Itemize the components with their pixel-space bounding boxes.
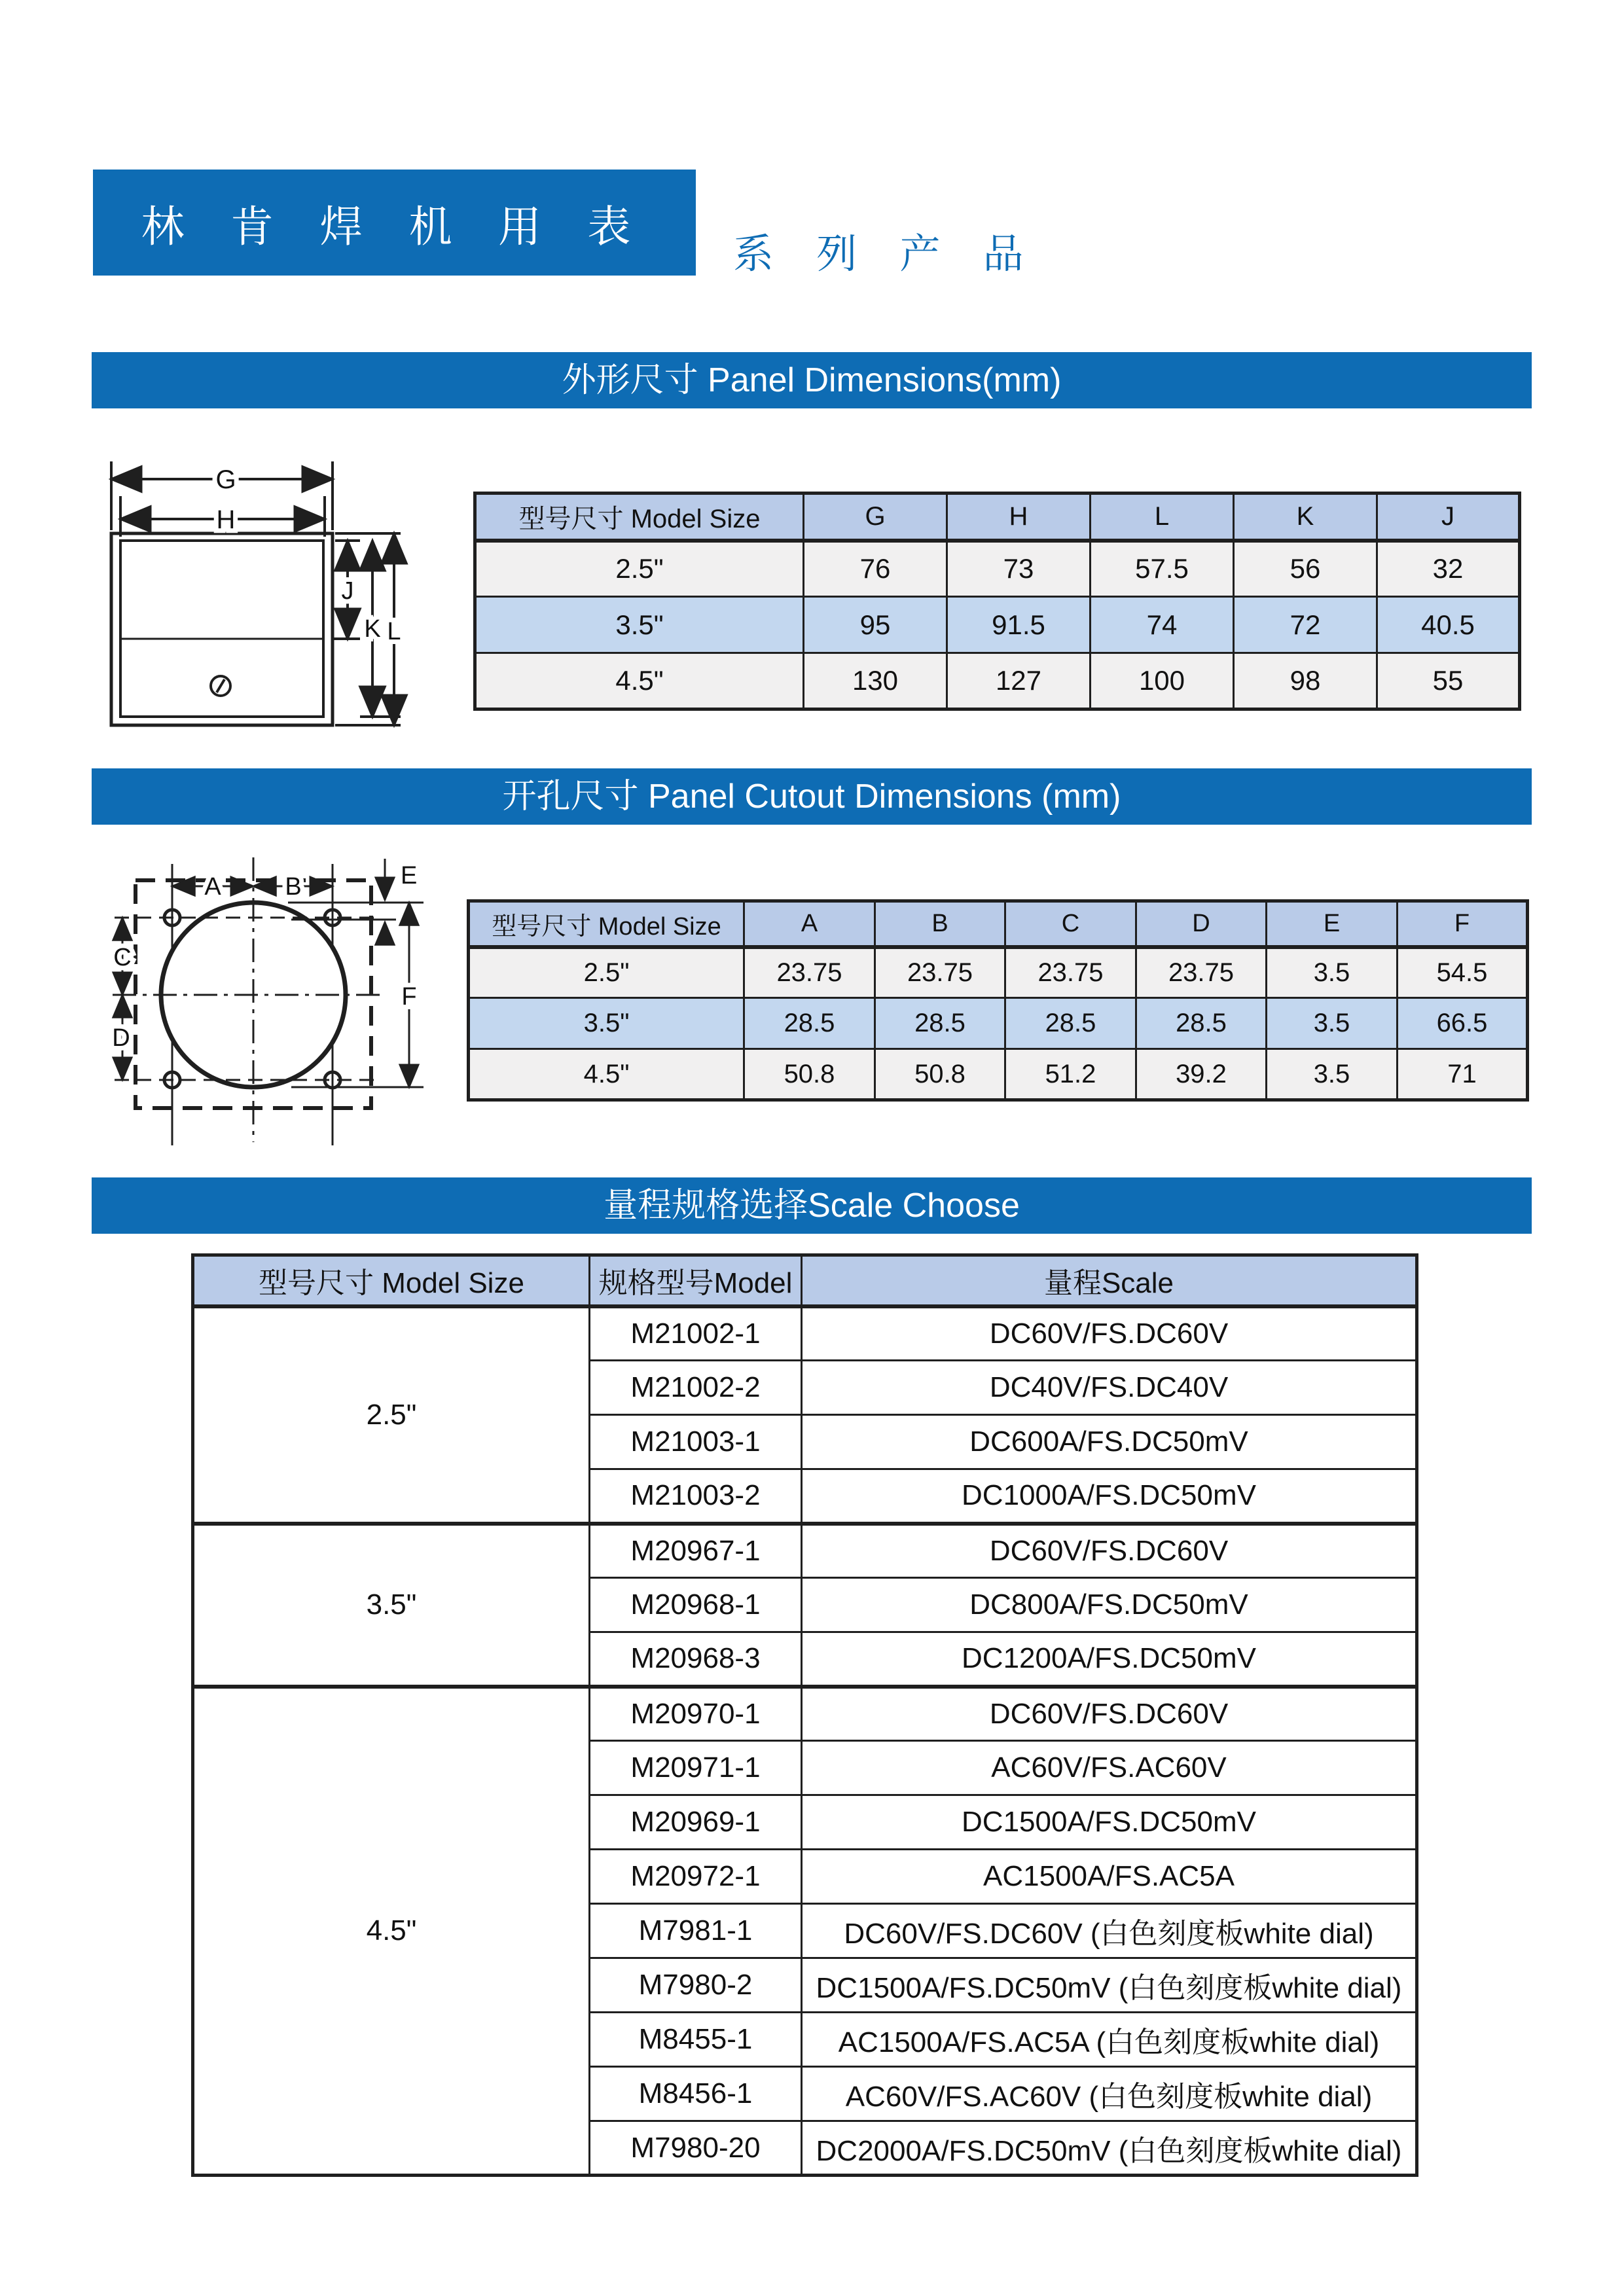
table-header-row <box>469 901 1528 947</box>
value-cell: 23.75 <box>1136 947 1267 998</box>
banner-panel-dimensions-text: 外形尺寸 Panel Dimensions(mm) <box>562 361 1062 399</box>
scale-range-cell: DC1000A/FS.DC50mV <box>802 1469 1417 1524</box>
model-size-cell: 2.5" <box>193 1306 590 1524</box>
model-size-cell: 2.5" <box>475 541 804 597</box>
scale-range-cell: AC1500A/FS.AC5A <box>802 1850 1417 1904</box>
table-row <box>475 653 1520 709</box>
scale-range-cell: AC60V/FS.AC60V <box>802 1741 1417 1795</box>
model-number-cell: M7980-20 <box>590 2121 802 2176</box>
table-header-row <box>193 1255 1417 1306</box>
value-cell: 55 <box>1377 653 1520 709</box>
value-cell: 72 <box>1234 597 1377 653</box>
value-cell: 50.8 <box>875 1049 1005 1100</box>
dim-label-C: C <box>113 944 132 971</box>
scale-range-cell: AC1500A/FS.AC5A (白色刻度板white dial) <box>802 2013 1417 2067</box>
model-number-cell: M7981-1 <box>590 1904 802 1958</box>
scale-choose-table <box>191 1253 1418 2177</box>
dim-label-E: E <box>401 862 418 889</box>
value-cell: 57.5 <box>1091 541 1234 597</box>
column-header: E <box>1267 901 1398 947</box>
value-cell: 56 <box>1234 541 1377 597</box>
value-cell: 95 <box>804 597 947 653</box>
scale-range-cell: DC1200A/FS.DC50mV <box>802 1632 1417 1687</box>
scale-range-cell: DC40V/FS.DC40V <box>802 1361 1417 1415</box>
model-size-cell: 4.5" <box>469 1049 744 1100</box>
scale-range-cell: DC60V/FS.DC60V (白色刻度板white dial) <box>802 1904 1417 1958</box>
value-cell: 28.5 <box>1136 998 1267 1049</box>
table-row <box>469 1049 1528 1100</box>
model-size-cell: 2.5" <box>469 947 744 998</box>
model-number-cell: M21002-2 <box>590 1361 802 1415</box>
value-cell: 71 <box>1398 1049 1528 1100</box>
column-header: D <box>1136 901 1267 947</box>
panel-dimensions-table <box>473 492 1521 711</box>
column-header: F <box>1398 901 1528 947</box>
model-size-cell: 3.5" <box>469 998 744 1049</box>
column-header: G <box>804 493 947 541</box>
column-header: 规格型号Model <box>590 1255 802 1306</box>
cutout-dimensions-diagram <box>105 844 432 1152</box>
scale-range-cell: DC1500A/FS.DC50mV <box>802 1795 1417 1850</box>
column-header: A <box>744 901 875 947</box>
model-number-cell: M21003-2 <box>590 1469 802 1524</box>
model-number-cell: M8456-1 <box>590 2067 802 2121</box>
column-header: H <box>947 493 1091 541</box>
cutout-dimensions-table <box>467 899 1529 1102</box>
model-number-cell: M20967-1 <box>590 1524 802 1578</box>
value-cell: 3.5 <box>1267 1049 1398 1100</box>
value-cell: 74 <box>1091 597 1234 653</box>
table-row <box>469 947 1528 998</box>
value-cell: 73 <box>947 541 1091 597</box>
model-size-cell: 3.5" <box>475 597 804 653</box>
scale-range-cell: DC60V/FS.DC60V <box>802 1306 1417 1361</box>
value-cell: 50.8 <box>744 1049 875 1100</box>
dim-label-A: A <box>204 873 221 901</box>
table-row <box>193 1306 1417 1361</box>
value-cell: 28.5 <box>1005 998 1136 1049</box>
value-cell: 66.5 <box>1398 998 1528 1049</box>
column-header: K <box>1234 493 1377 541</box>
dim-label-B: B <box>285 873 302 901</box>
scale-range-cell: DC60V/FS.DC60V <box>802 1687 1417 1741</box>
model-number-cell: M20972-1 <box>590 1850 802 1904</box>
table-row <box>193 1687 1417 1741</box>
model-number-cell: M20968-1 <box>590 1578 802 1632</box>
model-number-cell: M7980-2 <box>590 1958 802 2013</box>
model-number-cell: M20970-1 <box>590 1687 802 1741</box>
value-cell: 51.2 <box>1005 1049 1136 1100</box>
column-header: C <box>1005 901 1136 947</box>
column-header: 型号尺寸 Model Size <box>193 1255 590 1306</box>
model-number-cell: M21003-1 <box>590 1415 802 1469</box>
table-row <box>469 998 1528 1049</box>
value-cell: 3.5 <box>1267 947 1398 998</box>
dim-label-G: G <box>215 465 236 494</box>
table-row <box>475 597 1520 653</box>
column-header: 型号尺寸 Model Size <box>469 901 744 947</box>
table-row <box>193 1524 1417 1578</box>
panel-dimensions-diagram <box>98 445 465 733</box>
value-cell: 40.5 <box>1377 597 1520 653</box>
series-label: 系 列 产 品 <box>733 232 1039 277</box>
banner-scale-choose-text: 量程规格选择Scale Choose <box>604 1187 1020 1225</box>
model-number-cell: M20971-1 <box>590 1741 802 1795</box>
dim-label-H: H <box>216 505 236 534</box>
banner-panel-dimensions <box>92 352 1532 408</box>
value-cell: 98 <box>1234 653 1377 709</box>
banner-cutout-dimensions-text: 开孔尺寸 Panel Cutout Dimensions (mm) <box>502 778 1121 816</box>
dim-label-J: J <box>341 577 354 605</box>
banner-cutout-dimensions <box>92 768 1532 825</box>
column-header: L <box>1091 493 1234 541</box>
table-header-row <box>475 493 1520 541</box>
value-cell: 3.5 <box>1267 998 1398 1049</box>
model-size-cell: 3.5" <box>193 1524 590 1687</box>
table-row <box>475 541 1520 597</box>
dim-label-L: L <box>387 618 401 645</box>
scale-range-cell: DC60V/FS.DC60V <box>802 1524 1417 1578</box>
scale-range-cell: DC800A/FS.DC50mV <box>802 1578 1417 1632</box>
dim-label-K: K <box>364 615 381 643</box>
column-header: 量程Scale <box>802 1255 1417 1306</box>
model-number-cell: M21002-1 <box>590 1306 802 1361</box>
value-cell: 76 <box>804 541 947 597</box>
value-cell: 91.5 <box>947 597 1091 653</box>
value-cell: 127 <box>947 653 1091 709</box>
value-cell: 23.75 <box>744 947 875 998</box>
value-cell: 28.5 <box>744 998 875 1049</box>
column-header: B <box>875 901 1005 947</box>
model-size-cell: 4.5" <box>193 1687 590 2176</box>
dim-label-D: D <box>112 1024 130 1052</box>
value-cell: 23.75 <box>875 947 1005 998</box>
value-cell: 32 <box>1377 541 1520 597</box>
column-header: J <box>1377 493 1520 541</box>
model-number-cell: M8455-1 <box>590 2013 802 2067</box>
brand-title-text: 林 肯 焊 机 用 表 <box>141 202 648 251</box>
model-number-cell: M20969-1 <box>590 1795 802 1850</box>
scale-range-cell: DC2000A/FS.DC50mV (白色刻度板white dial) <box>802 2121 1417 2176</box>
value-cell: 100 <box>1091 653 1234 709</box>
value-cell: 130 <box>804 653 947 709</box>
model-number-cell: M20968-3 <box>590 1632 802 1687</box>
scale-range-cell: DC600A/FS.DC50mV <box>802 1415 1417 1469</box>
value-cell: 54.5 <box>1398 947 1528 998</box>
value-cell: 28.5 <box>875 998 1005 1049</box>
value-cell: 23.75 <box>1005 947 1136 998</box>
dim-label-F: F <box>401 983 417 1011</box>
screw-icon <box>211 676 230 696</box>
value-cell: 39.2 <box>1136 1049 1267 1100</box>
column-header: 型号尺寸 Model Size <box>475 493 804 541</box>
banner-scale-choose <box>92 1177 1532 1234</box>
scale-range-cell: DC1500A/FS.DC50mV (白色刻度板white dial) <box>802 1958 1417 2013</box>
brand-title <box>93 170 696 276</box>
scale-range-cell: AC60V/FS.AC60V (白色刻度板white dial) <box>802 2067 1417 2121</box>
model-size-cell: 4.5" <box>475 653 804 709</box>
